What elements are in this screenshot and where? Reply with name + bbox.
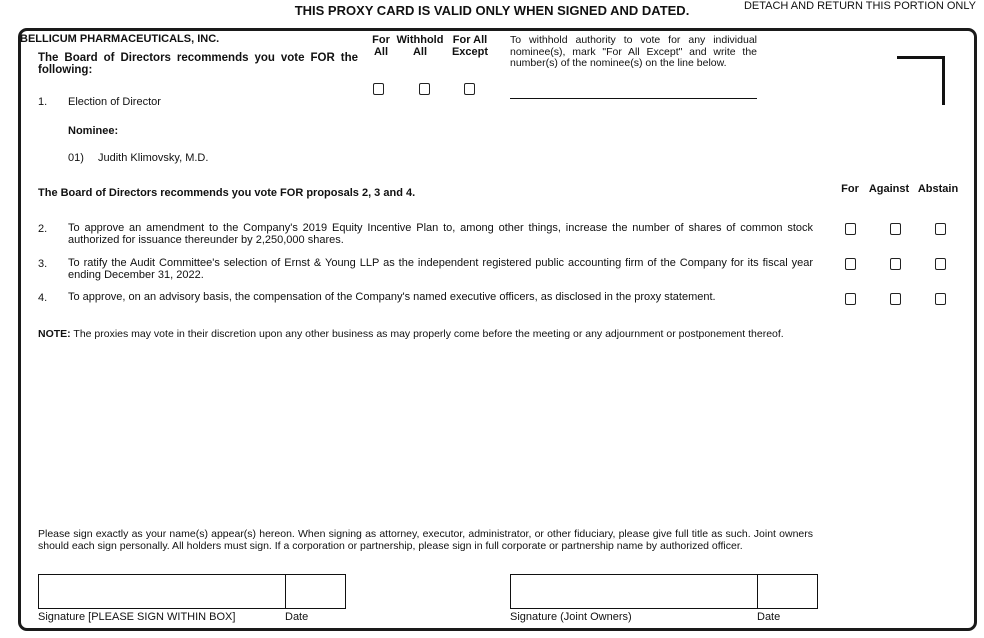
for-all-checkbox[interactable] [373, 83, 384, 95]
joint-signature-box[interactable] [510, 574, 758, 609]
nominee-number: 01) [68, 152, 84, 164]
proposals-intro: The Board of Directors recommends you vote FOR proposals 2, 3 and 4. [38, 187, 416, 199]
proposal-3-text: To ratify the Audit Committee's selection of Ernst & Young LLP as the independent registered public accounting firm of the Company for its fiscal year ending December 31, 2022. [68, 257, 813, 281]
proposal-2-for-checkbox[interactable] [845, 223, 856, 235]
col-for-all-except-line1: For All [452, 34, 488, 46]
detach-notice: DETACH AND RETURN THIS PORTION ONLY [743, 0, 976, 12]
col-withhold-all-line2: All [412, 45, 428, 58]
col-against: Against [868, 183, 910, 195]
proposal-4-abstain-checkbox[interactable] [935, 293, 946, 305]
proposal-2-abstain-checkbox[interactable] [935, 223, 946, 235]
proposal-4-against-checkbox[interactable] [890, 293, 901, 305]
withhold-all-checkbox[interactable] [419, 83, 430, 95]
nominee-heading: Nominee: [68, 125, 119, 137]
signing-instructions: Please sign exactly as your name(s) appear(s) hereon. When signing as attorney, executor, administrator, or other fiduciary, please give full title as such. Joint owners should each sign personally. All holders must sign. If a corporation or partnership, please sign in full corporate or partnership name by authorized officer. [38, 528, 813, 552]
col-withhold-all [394, 35, 446, 58]
validity-notice: THIS PROXY CARD IS VALID ONLY WHEN SIGNED AND DATED. [294, 3, 690, 18]
col-for: For [841, 183, 859, 195]
col-for-all-except [449, 35, 491, 58]
joint-date-box[interactable] [757, 574, 818, 609]
joint-date-label: Date [757, 611, 781, 623]
joint-signature-label: Signature (Joint Owners) [510, 611, 632, 623]
col-for-all [364, 35, 398, 58]
director-intro: The Board of Directors recommends you vote FOR the following: [38, 52, 358, 76]
proposal-3-number: 3. [38, 258, 48, 270]
note [38, 328, 828, 340]
proposal-2-text: To approve an amendment to the Company's 2019 Equity Incentive Plan to, among other things, increase the number of shares of common stock authorized for issuance thereunder by 2,250,000 shares. [68, 222, 813, 246]
col-abstain: Abstain [917, 183, 959, 195]
primary-signature-box[interactable] [38, 574, 286, 609]
proposal-4-for-checkbox[interactable] [845, 293, 856, 305]
proposal-3-against-checkbox[interactable] [890, 258, 901, 270]
note-label: NOTE: [38, 328, 71, 340]
withhold-instructions: To withhold authority to vote for any individual nominee(s), mark "For All Except" and write the number(s) of the nominee(s) on the line below. [510, 34, 757, 69]
item-1-number: 1. [38, 96, 48, 108]
proposal-3-for-checkbox[interactable] [845, 258, 856, 270]
corner-mark-horizontal [897, 56, 945, 59]
col-for-all-line2: All [373, 45, 389, 58]
primary-date-box[interactable] [285, 574, 346, 609]
proposal-4-number: 4. [38, 292, 48, 304]
col-withhold-all-line1: Withhold [396, 34, 444, 46]
col-for-all-line1: For [372, 34, 390, 46]
primary-signature-label: Signature [PLEASE SIGN WITHIN BOX] [38, 611, 236, 623]
proposal-3-abstain-checkbox[interactable] [935, 258, 946, 270]
primary-date-label: Date [285, 611, 309, 623]
col-for-all-except-line2: Except [451, 45, 489, 58]
note-text: The proxies may vote in their discretion upon any other business as may properly come before the meeting or any adjournment or postponement thereof. [73, 328, 784, 340]
proposal-2-against-checkbox[interactable] [890, 223, 901, 235]
nominee-name: Judith Klimovsky, M.D. [98, 152, 209, 164]
proposal-4-text: To approve, on an advisory basis, the compensation of the Company's named executive officers, as disclosed in the proxy statement. [68, 291, 716, 303]
proposal-2-number: 2. [38, 223, 48, 235]
for-all-except-checkbox[interactable] [464, 83, 475, 95]
company-name: BELLICUM PHARMACEUTICALS, INC. [20, 33, 220, 45]
item-1-label: Election of Director [68, 96, 161, 108]
nominee-exception-line[interactable] [510, 98, 757, 99]
corner-mark-vertical [942, 56, 945, 105]
